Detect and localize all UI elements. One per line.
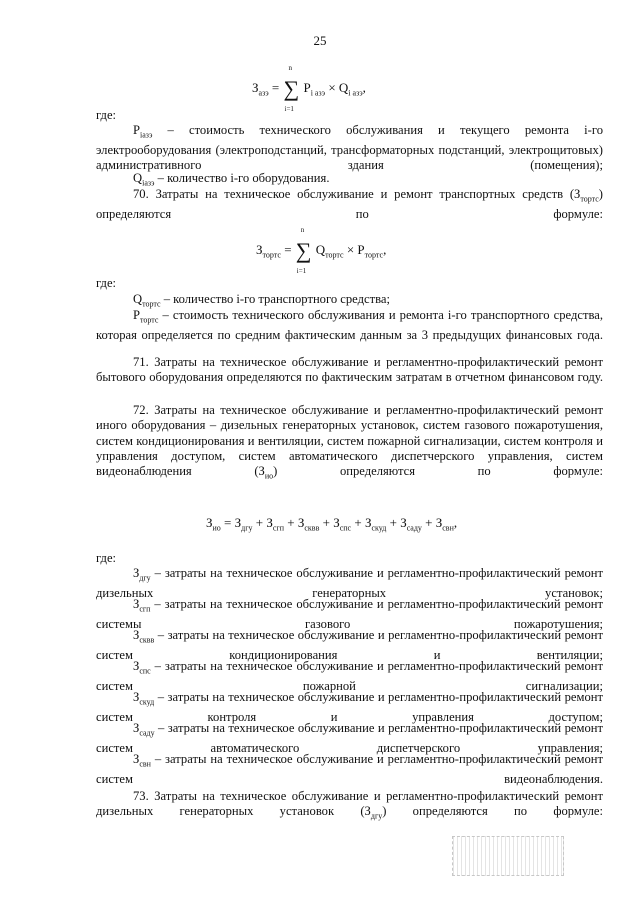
formula-term: $З_{свн}$ [435,515,454,533]
formula-term: $З_{скуд}$ [364,515,387,533]
formula-azE: $З_{азэ}$ = ∑ n i=1 $P_{i азэ} \times Q_{i азэ}$, [252,64,366,113]
formula-tortc: $З_{тортс}$ = ∑ n i=1 $Q_{тортс} \times P_{тортс}$, [256,226,387,275]
definition-item: $З_{сгп}$ – затраты на техническое обслуживание и регламентно-профилактический ремонт системы газового пожаротушения; [96,597,603,631]
def-q-iaze: $Q_{iазэ}$ – количество i-го оборудования. [133,171,330,188]
where-label-3: где: [96,551,117,565]
where-label-1: где: [96,108,117,122]
def-p-iaze: $Р_{iазэ}$ – стоимость технического обслуживания и текущего ремонта i-го электрооборудования (электроподстанций, трансформаторных подстанций, электрощитовых) административного здания (помещения); [96,123,603,173]
page-number: 25 [313,33,327,48]
definition-item: $З_{сквв}$ – затраты на техническое обслуживание и регламентно-профилактический ремонт систем кондиционирования и вентиляции; [96,628,603,662]
formula-io-terms: $З_{дгу} + З_{сгп} + З_{сквв} + З_{спс} + З_{скуд} + З_{сaду} + З_{свн}$ [234,515,454,533]
stamp-mark [452,836,564,876]
paragraph-73: 73. Затраты на техническое обслуживание и регламентно-профилактический ремонт дизельных генераторных установок $(З_{дгу})$ определяются по формуле: [96,789,603,821]
paragraph-70: 70. Затраты на техническое обслуживание и ремонт транспортных средств $(З_{тортс})$ определяются по формуле: [96,187,603,221]
formula-term: $З_{спс}$ [333,515,352,533]
formula-term: $З_{дгу}$ [234,515,253,533]
sum-symbol: ∑ n i=1 [295,226,312,275]
definition-item: $З_{свн}$ – затраты на техническое обслуживание и регламентно-профилактический ремонт систем видеонаблюдения. [96,752,603,786]
definition-item: $З_{спс}$ – затраты на техническое обслуживание и регламентно-профилактический ремонт систем пожарной сигнализации; [96,659,603,693]
def-p-tortc: $Р_{тортс}$ – стоимость технического обслуживания и ремонта i-го транспортного средства, которая определяется по средним фактическим данным за 3 предыдущих финансовых года. [96,308,603,342]
sum-symbol: ∑ n i=1 [283,64,300,113]
formula-term: $З_{сaду}$ [400,515,422,533]
formula-term: $З_{сквв}$ [297,515,320,533]
definition-item: $З_{дгу}$ – затраты на техническое обслуживание и регламентно-профилактический ремонт дизельных генераторных установок; [96,566,603,600]
definition-item: $З_{саду}$ – затраты на техническое обслуживание и регламентно-профилактический ремонт систем автоматического диспетчерского управления; [96,721,603,755]
formula-term: $З_{сгп}$ [266,515,284,533]
formula-io: $З_{ио} = З_{дгу} + З_{сгп} + З_{сквв} + З_{спс} + З_{скуд} + З_{сaду} + З_{свн}$, [206,515,458,533]
definition-item: $З_{скуд}$ – затраты на техническое обслуживание и регламентно-профилактический ремонт систем контроля и управления доступом; [96,690,603,724]
paragraph-72: 72. Затраты на техническое обслуживание и регламентно-профилактический ремонт иного оборудования – дизельных генераторных установок, систем газового пожаротушения, систем кондиционирования и вентиляции, систем пожарной сигнализации, систем контроля и управления доступом, систем автоматического диспетчерского управления, систем видеонаблюдения $(З_{ио})$ определяются по формуле: [96,403,603,481]
paragraph-71: 71. Затраты на техническое обслуживание и регламентно-профилактический ремонт бытового оборудования определяются по фактическим затратам в отчетном финансовом году. [96,355,603,385]
def-q-tortc: $Q_{тортс}$ – количество i-го транспортного средства; [133,292,390,309]
where-label-2: где: [96,276,117,290]
